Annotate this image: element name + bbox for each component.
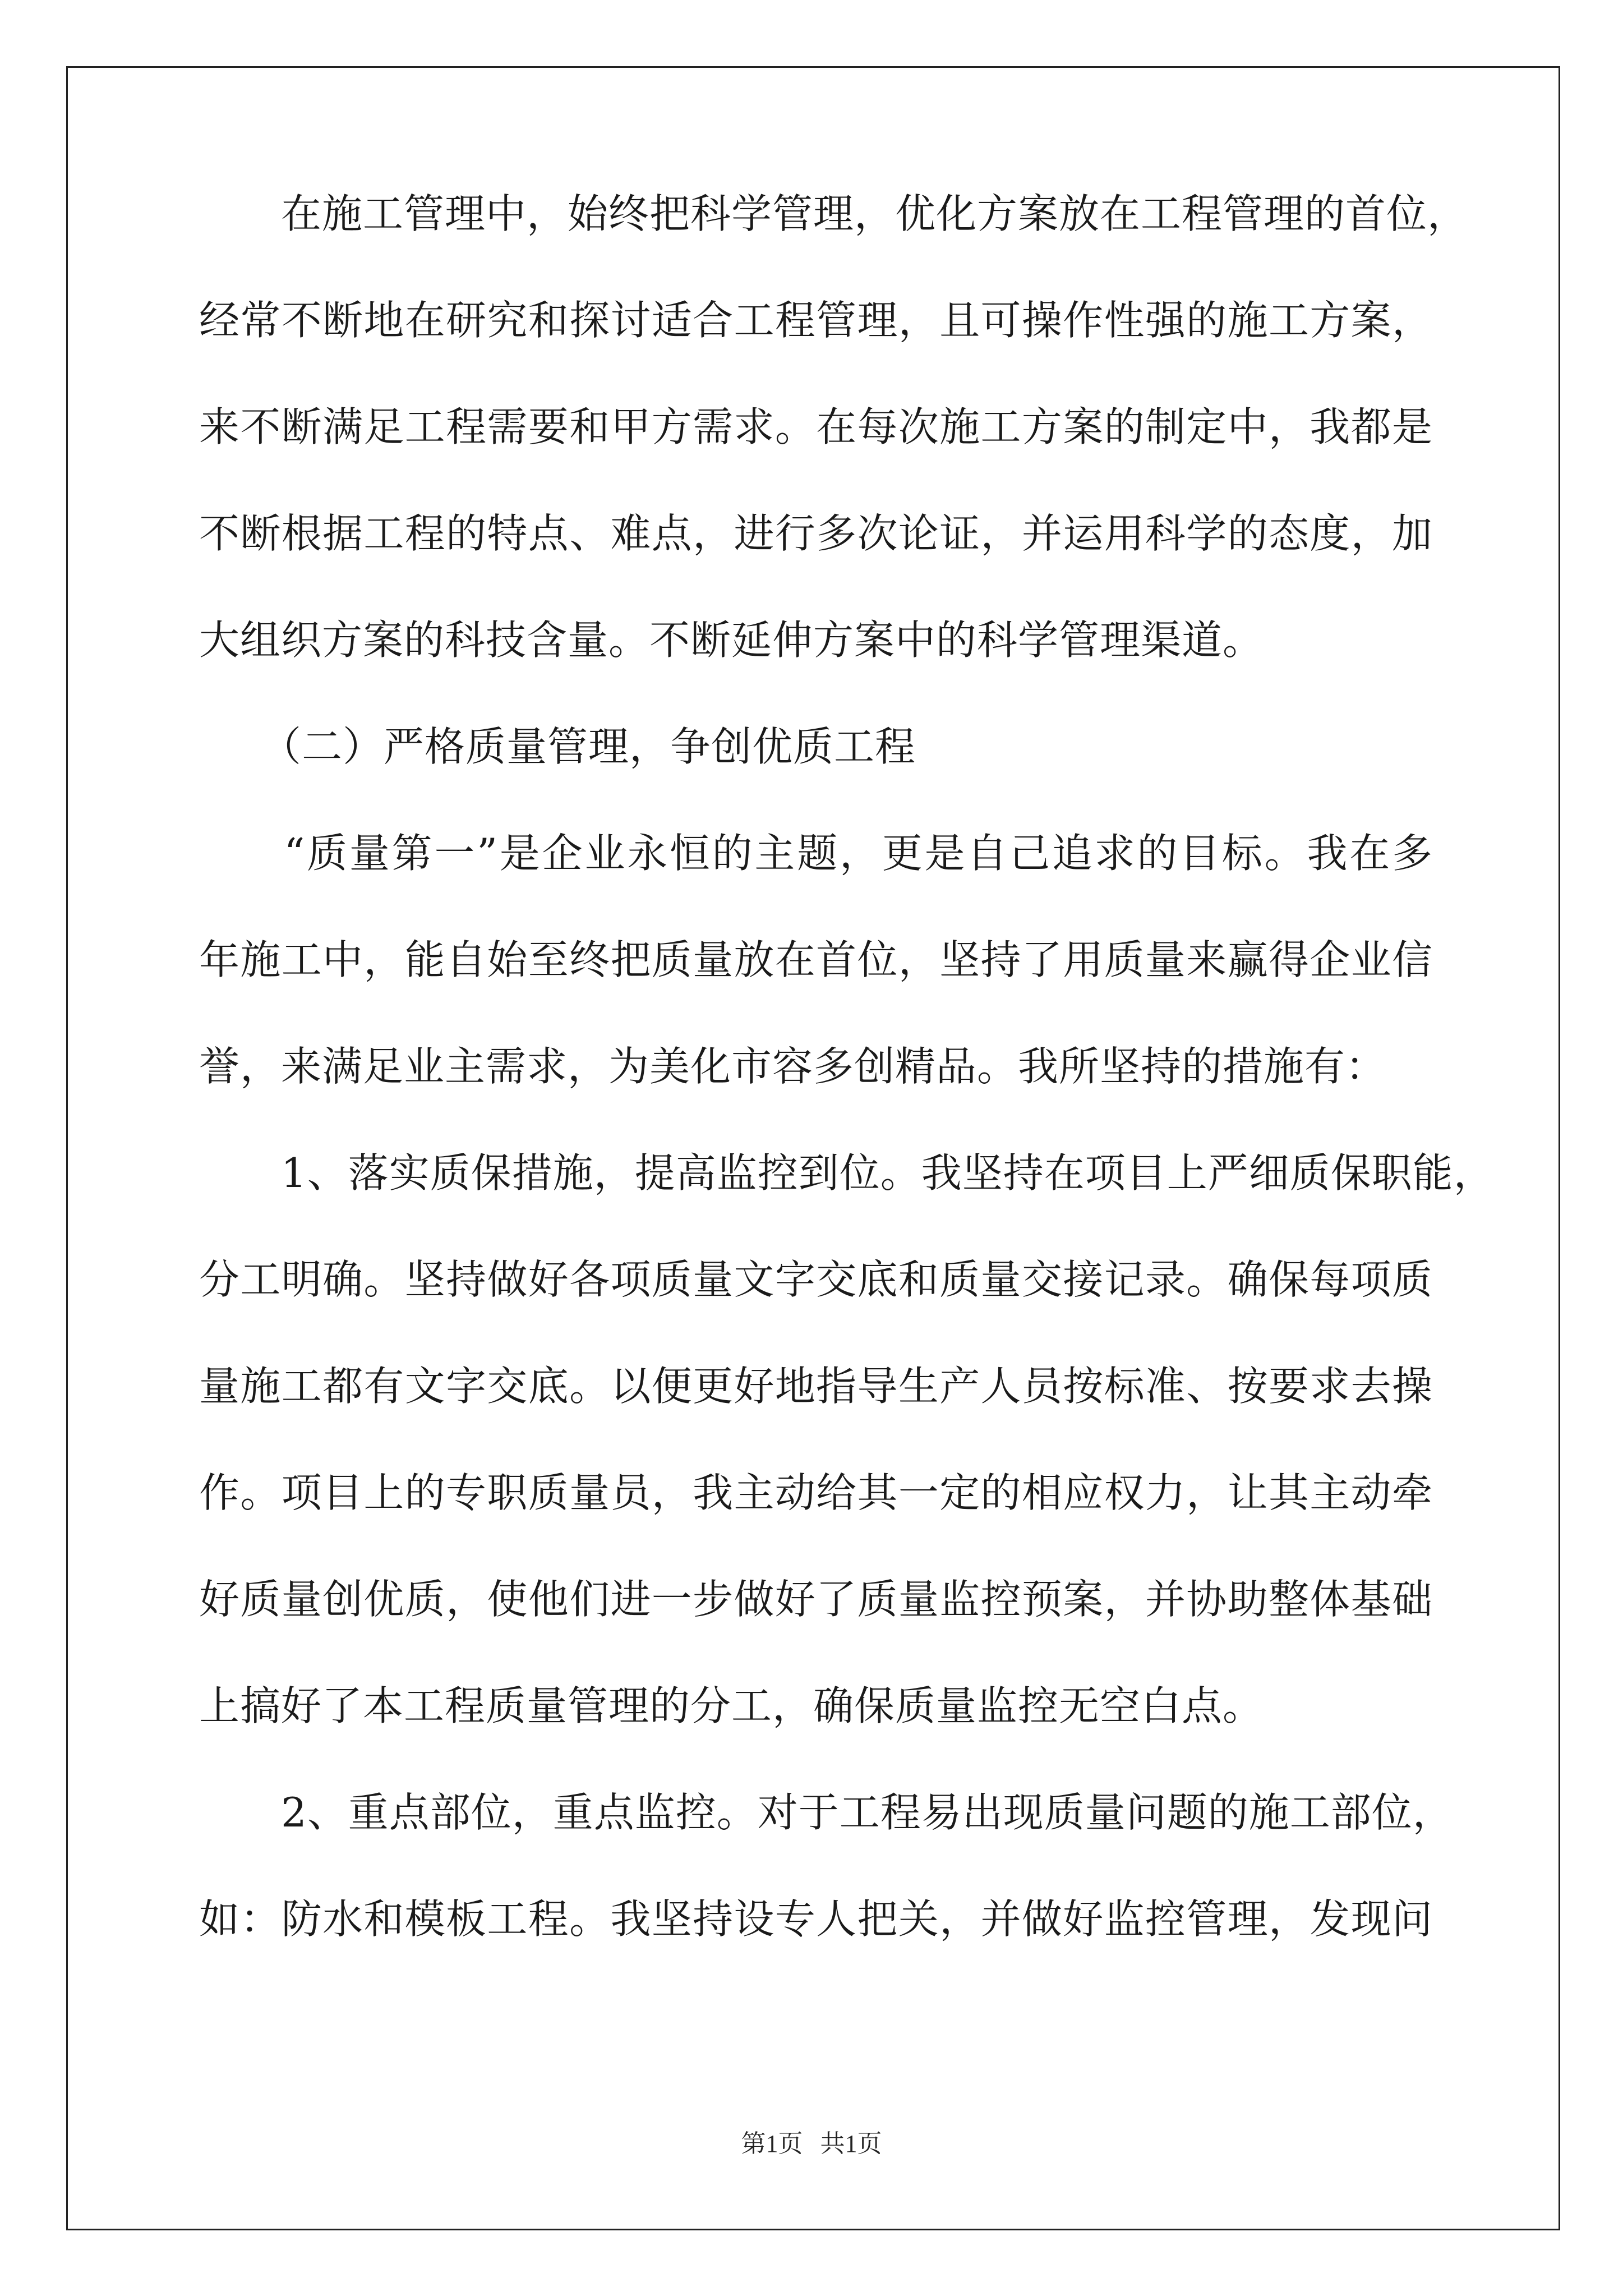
page-number: 第1页 <box>741 2130 803 2157</box>
text-line: “质量第一”是企业永恒的主题，更是自己追求的目标。我在多 <box>199 830 1433 877</box>
text-line: 2、重点部位，重点监控。对于工程易出现质量问题的施工部位， <box>199 1789 1454 1836</box>
section-heading: （二）严格质量管理，争创优质工程 <box>199 723 916 770</box>
text-line: 在施工管理中，始终把科学管理，优化方案放在工程管理的首位， <box>199 190 1469 237</box>
page-total: 共1页 <box>820 2130 882 2157</box>
text-line: 来不断满足工程需要和甲方需求。在每次施工方案的制定中，我都是 <box>199 403 1433 450</box>
text-line: 好质量创优质，使他们进一步做好了质量监控预案，并协助整体基础 <box>199 1576 1433 1623</box>
text-line: 作。项目上的专职质量员，我主动给其一定的相应权力，让其主动牵 <box>199 1469 1433 1516</box>
text-line: 年施工中，能自始至终把质量放在首位，坚持了用质量来赢得企业信 <box>199 936 1433 983</box>
text-line: 如：防水和模板工程。我坚持设专人把关，并做好监控管理，发现问 <box>199 1895 1433 1943</box>
text-line: 不断根据工程的特点、难点，进行多次论证，并运用科学的态度，加 <box>199 510 1433 557</box>
text-line: 经常不断地在研究和探讨适合工程管理，且可操作性强的施工方案， <box>199 297 1433 344</box>
text-line: 1、落实质保措施，提高监控到位。我坚持在项目上严细质保职能， <box>199 1149 1495 1197</box>
text-line: 量施工都有文字交底。以便更好地指导生产人员按标准、按要求去操 <box>199 1363 1433 1410</box>
page-footer <box>0 2123 1623 2159</box>
text-line: 誉，来满足业主需求，为美化市容多创精品。我所坚持的措施有： <box>199 1043 1387 1090</box>
text-line: 上搞好了本工程质量管理的分工，确保质量监控无空白点。 <box>199 1682 1264 1729</box>
text-line: 大组织方案的科技含量。不断延伸方案中的科学管理渠道。 <box>199 616 1264 664</box>
text-line: 分工明确。坚持做好各项质量文字交底和质量交接记录。确保每项质 <box>199 1256 1433 1303</box>
